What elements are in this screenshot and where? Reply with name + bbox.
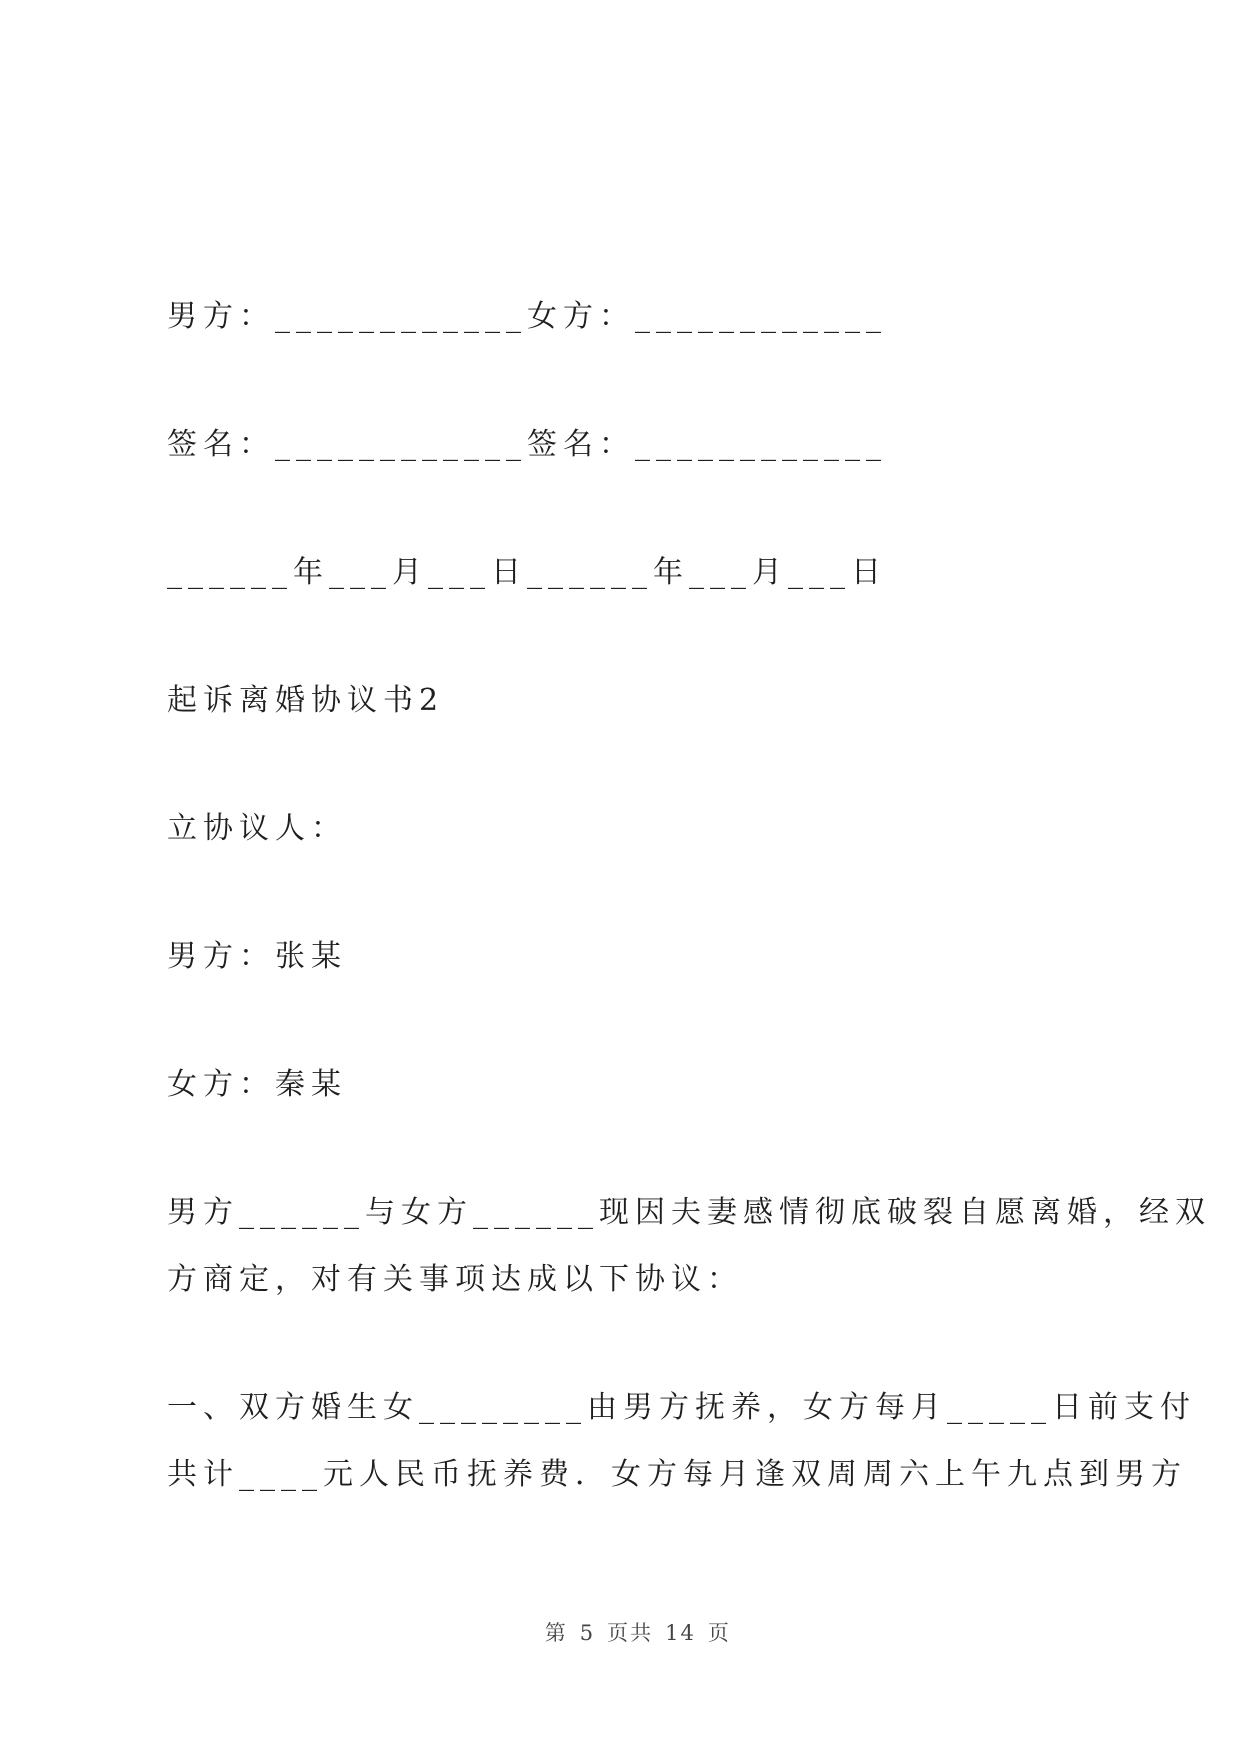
footer-suffix: 页 [707,1621,731,1645]
footer-middle: 页共 [607,1621,654,1645]
male-party: 男方：张某 [167,939,347,974]
signature-party-line: 男方：____________女方：____________ [167,299,887,334]
page-number: 5 [579,1621,596,1645]
page-footer [0,1593,1241,1671]
section-title: 起诉离婚协议书2 [167,683,445,718]
paragraph-line: 方商定，对有关事项达成以下协议： [167,1262,743,1297]
signature-name-line: 签名：____________签名：____________ [167,427,887,462]
paragraph-line: 共计____元人民币抚养费．女方每月逢双周周六上午九点到男方 [167,1457,1187,1492]
footer-prefix: 第 [544,1621,568,1645]
female-party: 女方：秦某 [167,1067,347,1102]
signature-date-line: ______年___月___日______年___月___日 [167,555,887,590]
page-total: 14 [665,1621,696,1645]
paragraph-line: 男方______与女方______现因夫妻感情彻底破裂自愿离婚，经双 [167,1195,1211,1230]
paragraph-line: 一、双方婚生女________由男方抚养，女方每月_____日前支付 [167,1390,1196,1425]
parties-heading: 立协议人： [167,811,347,846]
